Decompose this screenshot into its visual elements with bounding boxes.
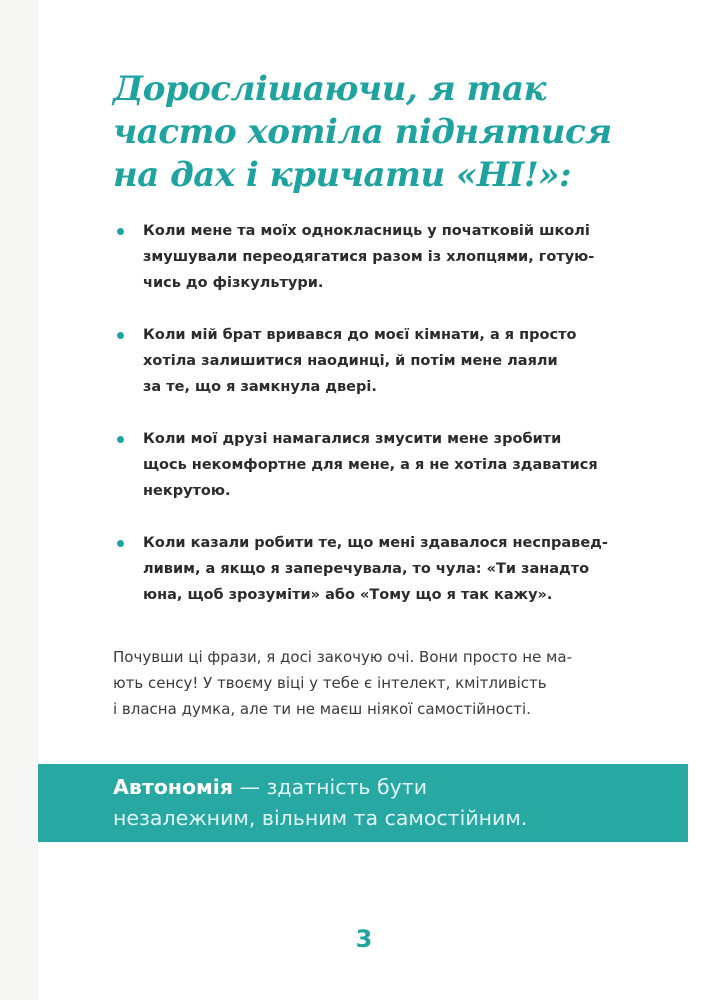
bullet-line: змушували переодягатися разом із хлопцями, готую- bbox=[143, 249, 595, 265]
bullet-list bbox=[113, 218, 613, 634]
bullet-line: чись до фізкультури. bbox=[143, 275, 324, 291]
bullet-dot-icon bbox=[117, 228, 124, 235]
bullet-line: Коли мій брат вривався до моєї кімнати, а я просто bbox=[143, 327, 577, 343]
heading-line: часто хотіла піднятися bbox=[113, 112, 612, 152]
body-paragraph bbox=[113, 644, 633, 722]
paragraph-line: Почувши ці фрази, я досі закочую очі. Вони просто не ма- bbox=[113, 648, 572, 666]
bullet-line: за те, що я замкнула двері. bbox=[143, 379, 377, 395]
bullet-dot-icon bbox=[117, 332, 124, 339]
bullet-dot-icon bbox=[117, 540, 124, 547]
bullet-item bbox=[113, 530, 613, 608]
bullet-line: Коли мене та моїх однокласниць у початковій школі bbox=[143, 223, 590, 239]
bullet-item bbox=[113, 426, 613, 504]
paragraph-line: і власна думка, але ти не маєш ніякої самостійності. bbox=[113, 700, 531, 718]
heading-line: Дорослішаючи, я так bbox=[113, 69, 547, 109]
bullet-line: юна, щоб зрозуміти» або «Тому що я так кажу». bbox=[143, 587, 553, 603]
page-number: 3 bbox=[355, 925, 373, 953]
bullet-item bbox=[113, 322, 613, 400]
definition-text: — здатність бути bbox=[233, 775, 428, 799]
page-left-margin bbox=[0, 0, 38, 1000]
definition-line-1 bbox=[113, 772, 688, 803]
definition-callout bbox=[38, 764, 688, 842]
bullet-dot-icon bbox=[117, 436, 124, 443]
bullet-line: Коли мої друзі намагалися змусити мене зробити bbox=[143, 431, 562, 447]
heading-line: на дах і кричати «НІ!»: bbox=[113, 155, 572, 195]
definition-line-2: незалежним, вільним та самостійним. bbox=[113, 806, 528, 830]
bullet-line: ливим, а якщо я заперечувала, то чула: «Ти занадто bbox=[143, 561, 590, 577]
page-heading bbox=[113, 68, 633, 197]
bullet-line: Коли казали робити те, що мені здавалося несправед- bbox=[143, 535, 608, 551]
bullet-line: хотіла залишитися наодинці, й потім мене лаяли bbox=[143, 353, 558, 369]
bullet-item bbox=[113, 218, 613, 296]
bullet-line: щось некомфортне для мене, а я не хотіла здаватися bbox=[143, 457, 598, 473]
definition-term: Автономія bbox=[113, 775, 233, 799]
paragraph-line: ють сенсу! У твоєму віці у тебе є інтелект, кмітливість bbox=[113, 674, 547, 692]
bullet-line: некрутою. bbox=[143, 483, 231, 499]
